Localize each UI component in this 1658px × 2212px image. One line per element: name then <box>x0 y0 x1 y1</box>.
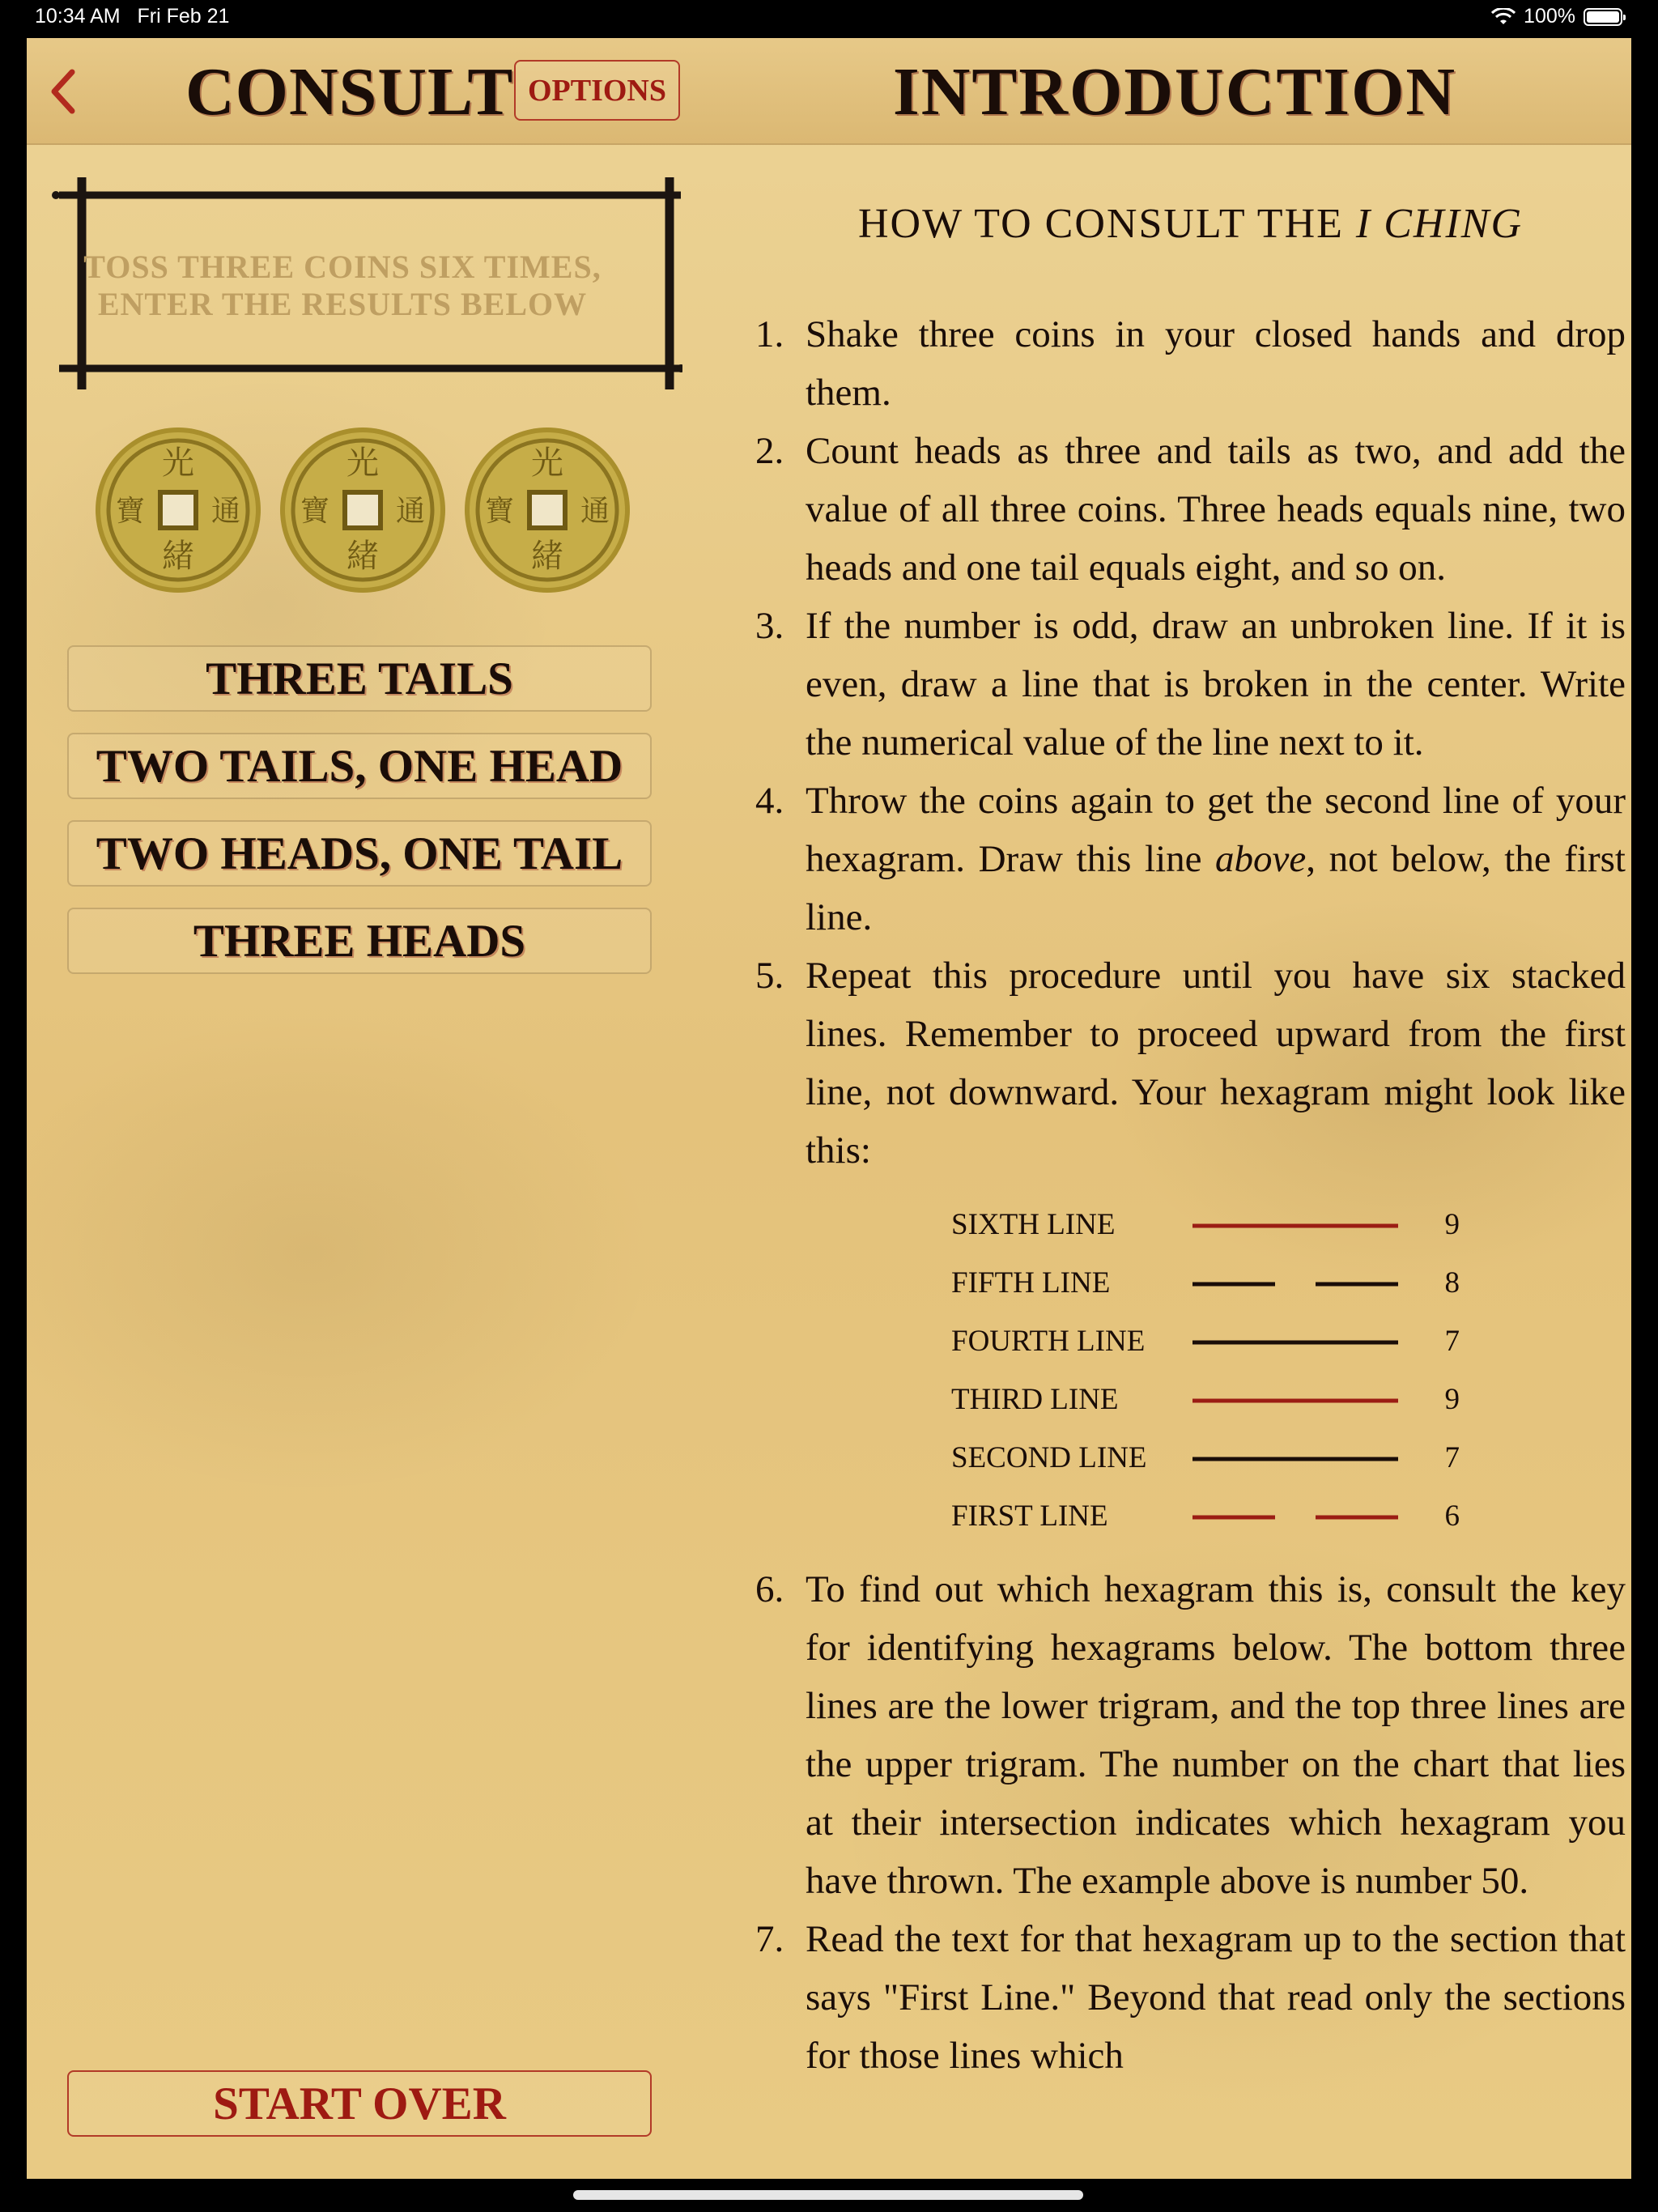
two-tails-one-head-button[interactable]: TWO TAILS, ONE HEAD <box>67 733 652 799</box>
hexagram-line-label: SECOND LINE <box>951 1441 1147 1474</box>
status-time: 10:34 AM Fri Feb 21 <box>35 5 230 28</box>
step-5: 5. Repeat this procedure until you have six stacked lines. Remember to proceed upward from the first line, not downward. Your hexagram might look like this: SIXTH LINE 9 FIFTH LINE 8 FOURTH LINE 7 THIRD LINE 9 SECOND LINE 7 FIRST LINE 6 <box>755 946 1626 1546</box>
svg-text:通: 通 <box>395 495 426 528</box>
unbroken-line-icon <box>1192 1451 1400 1467</box>
app-window <box>27 38 1631 2179</box>
step-3: 3. If the number is odd, draw an unbroken line. If it is even, draw a line that is broken in the center. Write the numerical value of the line next to it. <box>755 605 1626 764</box>
step-7: 7. Read the text for that hexagram up to the section that says "First Line." Beyond that read only the sections for those lines which <box>755 1918 1626 2077</box>
introduction-content[interactable] <box>755 200 1626 2077</box>
hexagram-line-label: SIXTH LINE <box>951 1208 1116 1241</box>
svg-text:通: 通 <box>210 495 241 528</box>
hexagram-row <box>951 1371 1460 1429</box>
status-bar <box>0 0 1658 37</box>
three-tails-button[interactable]: THREE TAILS <box>67 645 652 712</box>
steps-list <box>755 305 1626 2085</box>
hexagram-row <box>951 1312 1460 1371</box>
start-over-button[interactable]: START OVER <box>67 2070 652 2137</box>
step-6: 6. To find out which hexagram this is, consult the key for identifying hexagrams below. The bottom three lines are the lower trigram, and the top three lines are the upper trigram. The number on the chart that lies at their intersection indicates which hexagram you have thrown. The example above is number 50. <box>755 1568 1626 1902</box>
unbroken-line-icon <box>1192 1393 1400 1409</box>
wifi-icon <box>1491 8 1516 26</box>
step-4: 4. Throw the coins again to get the second line of your hexagram. Draw this line above, not below, the first line. <box>755 780 1626 938</box>
broken-line-icon <box>1192 1276 1400 1292</box>
hexagram-line-value: 9 <box>1444 1208 1460 1241</box>
svg-text:通: 通 <box>580 495 610 528</box>
hexagram-line-value: 9 <box>1444 1383 1460 1416</box>
coin-3-icon[interactable] <box>462 425 632 595</box>
hexagram-line-value: 8 <box>1444 1266 1460 1300</box>
unbroken-line-icon <box>1192 1218 1400 1234</box>
three-heads-button[interactable]: THREE HEADS <box>67 908 652 974</box>
svg-text:光: 光 <box>531 445 563 482</box>
hexagram-line-value: 7 <box>1444 1325 1460 1358</box>
step-2: 2. Count heads as three and tails as two, and add the value of all three coins. Three heads equals nine, two heads and one tail equals eight, and so on. <box>755 430 1626 589</box>
hexagram-row <box>951 1487 1460 1546</box>
hexagram-example-table <box>951 1196 1460 1546</box>
hexagram-line-label: FIRST LINE <box>951 1499 1108 1533</box>
consult-title: CONSULT <box>185 54 514 130</box>
broken-line-icon <box>1192 1509 1400 1525</box>
svg-text:寶: 寶 <box>484 495 515 528</box>
hexagram-line-label: FOURTH LINE <box>951 1325 1146 1358</box>
hexagram-line-label: THIRD LINE <box>951 1383 1119 1416</box>
home-indicator <box>573 2190 1083 2200</box>
coin-2-icon[interactable] <box>278 425 448 595</box>
hexagram-line-label: FIFTH LINE <box>951 1266 1111 1300</box>
svg-text:緒: 緒 <box>346 538 379 575</box>
svg-text:寶: 寶 <box>115 495 146 528</box>
chevron-left-icon[interactable] <box>40 62 88 119</box>
hexagram-row <box>951 1429 1460 1487</box>
introduction-title: INTRODUCTION <box>893 54 1457 130</box>
svg-text:緒: 緒 <box>531 538 563 575</box>
options-button[interactable]: OPTIONS <box>514 60 680 121</box>
svg-text:緒: 緒 <box>162 538 194 575</box>
svg-text:光: 光 <box>346 445 379 482</box>
instructions-heading: HOW TO CONSULT THE I CHING <box>857 201 1523 247</box>
hexagram-line-value: 6 <box>1444 1499 1460 1533</box>
hexagram-row <box>951 1196 1460 1254</box>
battery-percent: 100% <box>1524 5 1575 28</box>
two-heads-one-tail-button[interactable]: TWO HEADS, ONE TAIL <box>67 820 652 887</box>
hexagram-row <box>951 1254 1460 1312</box>
step-1: 1. Shake three coins in your closed hands and drop them. <box>755 313 1626 414</box>
hexagram-line-value: 7 <box>1444 1441 1460 1474</box>
coin-1-icon[interactable] <box>93 425 263 595</box>
battery-icon <box>1584 8 1622 26</box>
svg-text:寶: 寶 <box>300 495 330 528</box>
instruction-text: TOSS THREE COINS SIX TIMES, ENTER THE RESULTS BELOW <box>83 249 602 322</box>
svg-text:光: 光 <box>162 445 194 482</box>
header-bar <box>27 38 1631 145</box>
unbroken-line-icon <box>1192 1334 1400 1351</box>
